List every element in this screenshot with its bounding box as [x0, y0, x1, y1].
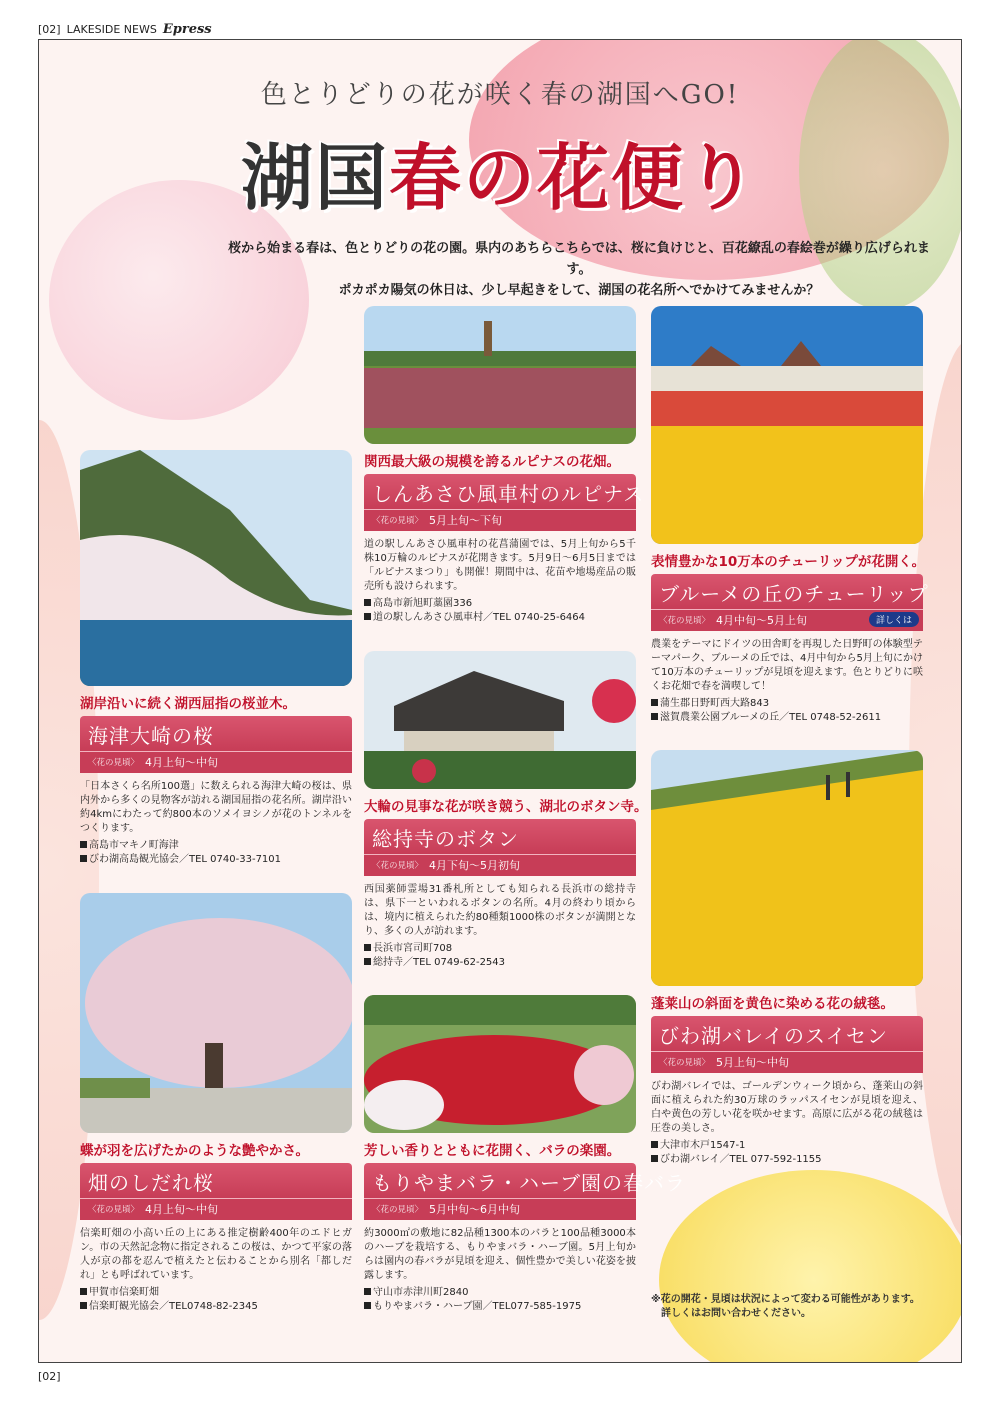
card-title: 海津大崎の桜	[80, 716, 352, 751]
season-period: 4月上旬〜中旬	[145, 1203, 219, 1216]
square-bullet-icon	[80, 841, 87, 848]
card-season	[364, 1198, 636, 1220]
card-info	[80, 839, 352, 867]
card-address: 長浜市宮司町708	[364, 942, 636, 956]
card-title: 総持寺のボタン	[364, 819, 636, 854]
card-info	[364, 942, 636, 970]
card-catch: 湖岸沿いに続く湖西屈指の桜並木。	[80, 696, 296, 712]
square-bullet-icon	[651, 699, 658, 706]
card-address: 高島市新旭町藁園336	[364, 597, 636, 611]
card-info	[80, 1286, 352, 1314]
season-period: 4月中旬〜5月上旬	[716, 614, 808, 627]
photo-lupinus-field	[364, 306, 636, 444]
square-bullet-icon	[80, 1302, 87, 1309]
season-tag: 〈花の見頃〉	[372, 861, 424, 871]
page-frame	[38, 39, 962, 1363]
card-catch: 蓬莱山の斜面を黄色に染める花の絨毯。	[651, 996, 894, 1012]
card-address: 守山市赤津川町2840	[364, 1286, 636, 1300]
card-address: 大津市木戸1547-1	[651, 1139, 923, 1153]
season-period: 5月上旬〜下旬	[429, 514, 503, 527]
page-header	[38, 22, 212, 37]
card-contact: 総持寺／TEL 0749-62-2543	[364, 956, 636, 970]
photo-hata-weeping-cherry	[80, 893, 352, 1133]
square-bullet-icon	[364, 1302, 371, 1309]
note-line1: ※花の開花・見頃は状況によって変わる可能性があります。	[651, 1294, 920, 1305]
card-catch: 大輪の見事な花が咲き競う、湖北のボタン寺。	[364, 799, 648, 815]
card-contact: もりやまバラ・ハーブ園／TEL077-585-1975	[364, 1300, 636, 1314]
card-season	[80, 751, 352, 773]
square-bullet-icon	[364, 613, 371, 620]
card-info	[651, 697, 923, 725]
card-info	[364, 1286, 636, 1314]
card-info	[651, 1139, 923, 1167]
card-description: 「日本さくら名所100選」に数えられる海津大崎の桜は、県内外から多くの見物客が訪れる湖国屈指の花名所。湖岸沿い約4kmにわたって約800本のソメイヨシノが花のトンネルをつくります。	[80, 781, 352, 834]
intro-line2: ポカポカ陽気の休日は、少し早起きをして、湖国の花名所へでかけてみませんか？	[338, 283, 820, 298]
season-tag: 〈花の見頃〉	[372, 1205, 424, 1215]
spot-card-hata	[80, 893, 352, 1314]
spot-card-blume	[651, 306, 929, 725]
card-catch: 芳しい香りとともに花開く、バラの楽園。	[364, 1143, 621, 1159]
card-address: 蒲生郡日野町西大路843	[651, 697, 923, 711]
daffodil-decoration	[659, 1170, 962, 1363]
photo-rose-garden	[364, 995, 636, 1133]
square-bullet-icon	[651, 713, 658, 720]
card-description: 約3000㎡の敷地に82品種1300本のバラと100品種3000本のハーブを栽培する、もりやまバラ・ハーブ園。5月上旬からは園内の春バラが見頃を迎え、個性豊かで美しい花姿を披露します。	[364, 1228, 636, 1281]
card-description: 農業をテーマにドイツの田舎町を再現した日野町の体験型テーマパーク、ブルーメの丘では、4月中旬から5月上旬にかけて10万本のチューリップが見頃を迎えます。色とりどりに咲くお花畑で春を満喫して！	[651, 639, 923, 692]
card-description: 信楽町畑の小高い丘の上にある推定樹齢400年のエドヒガン。市の天然記念物に指定されるこの桜は、かつて平家の落人が京の都を忍んで植えたと伝わることから別名「都しだれ」とも呼ばれています。	[80, 1228, 352, 1281]
square-bullet-icon	[364, 1288, 371, 1295]
spot-card-biwako-valley	[651, 750, 923, 1167]
card-title: しんあさひ風車村のルピナス	[364, 474, 636, 509]
card-contact: びわ湖高島観光協会／TEL 0740-33-7101	[80, 853, 352, 867]
title-part1: 湖国	[240, 135, 389, 220]
photo-sojiji-peony	[364, 651, 636, 789]
season-tag: 〈花の見頃〉	[659, 616, 711, 626]
card-contact: 滋賀農業公園ブルーメの丘／TEL 0748-52-2611	[651, 711, 923, 725]
card-season	[80, 1198, 352, 1220]
card-contact: 信楽町観光協会／TEL0748-82-2345	[80, 1300, 352, 1314]
square-bullet-icon	[364, 599, 371, 606]
card-description: びわ湖バレイでは、ゴールデンウィーク頃から、蓬莱山の斜面に植えられた約30万球のラッパスイセンが見頃を迎え、白や黄色の芳しい花を咲かせます。高原に広がる花の絨毯は圧巻の美しさ。	[651, 1081, 923, 1134]
square-bullet-icon	[651, 1141, 658, 1148]
square-bullet-icon	[364, 958, 371, 965]
season-tag: 〈花の見頃〉	[372, 516, 424, 526]
square-bullet-icon	[364, 944, 371, 951]
note-line2: 詳しくはお問い合わせください。	[661, 1308, 811, 1319]
square-bullet-icon	[80, 855, 87, 862]
intro-text	[219, 238, 939, 301]
card-season	[651, 1051, 923, 1073]
section-name: LAKESIDE NEWS	[66, 23, 157, 36]
card-address: 甲賀市信楽町畑	[80, 1286, 352, 1300]
season-tag: 〈花の見頃〉	[659, 1058, 711, 1068]
disclaimer-note	[651, 1293, 951, 1321]
more-info-button[interactable]: 詳しくは	[869, 612, 919, 627]
card-season	[364, 509, 636, 531]
page-title	[39, 120, 961, 224]
square-bullet-icon	[651, 1155, 658, 1162]
photo-tulip-field	[651, 306, 923, 544]
footer-page-number: [02]	[38, 1370, 61, 1383]
photo-kaizu-cherry	[80, 450, 352, 686]
spot-card-shinasahi	[364, 306, 645, 625]
brand-logo: Epress	[162, 22, 212, 37]
card-description: 西国薬師霊場31番札所としても知られる長浜市の総持寺は、県下一といわれるボタンの名所。4月の終わり頃からは、境内に植えられた約80種類1000株のボタンが満開となり、多くの人が訪れます。	[364, 884, 636, 937]
card-contact: びわ湖バレイ／TEL 077-592-1155	[651, 1153, 923, 1167]
card-season	[364, 854, 636, 876]
card-contact: 道の駅しんあさひ風車村／TEL 0740-25-6464	[364, 611, 636, 625]
card-description: 道の駅しんあさひ風車村の花菖蒲園では、5月上旬から5千株10万輪のルピナスが花開きます。5月9日〜6月5日までは「ルピナスまつり」も開催！期間中は、花苗や地場産品の販売所も設けられます。	[364, 539, 636, 592]
spot-card-moriyama	[364, 995, 686, 1314]
square-bullet-icon	[80, 1288, 87, 1295]
season-tag: 〈花の見頃〉	[88, 758, 140, 768]
spot-card-kaizu	[80, 450, 352, 867]
card-title: 畑のしだれ桜	[80, 1163, 352, 1198]
card-address: 高島市マキノ町海津	[80, 839, 352, 853]
card-catch: 蝶が羽を広げたかのような艶やかさ。	[80, 1143, 309, 1159]
card-info	[364, 597, 636, 625]
title-part2: 春の花便り	[389, 135, 760, 220]
card-title: もりやまバラ・ハーブ園の春バラ	[364, 1163, 636, 1198]
season-tag: 〈花の見頃〉	[88, 1205, 140, 1215]
intro-line1: 桜から始まる春は、色とりどりの花の園。県内のあちらこちらでは、桜に負けじと、百花繚乱の春絵巻が繰り広げられます。	[228, 241, 930, 277]
season-period: 5月中旬〜6月中旬	[429, 1203, 521, 1216]
card-season	[651, 609, 923, 631]
card-catch: 関西最大級の規模を誇るルピナスの花畑。	[364, 454, 620, 470]
photo-daffodil-slope	[651, 750, 923, 986]
season-period: 5月上旬〜中旬	[716, 1056, 790, 1069]
season-period: 4月上旬〜中旬	[145, 756, 219, 769]
season-period: 4月下旬〜5月初旬	[429, 859, 521, 872]
card-title: びわ湖バレイのスイセン	[651, 1016, 923, 1051]
spot-card-sojiji	[364, 651, 648, 970]
page-subtitle: 色とりどりの花が咲く春の湖国へGO!	[260, 80, 740, 110]
card-catch: 表情豊かな10万本のチューリップが花開く。	[651, 554, 926, 570]
card-title: ブルーメの丘のチューリップ	[651, 574, 923, 609]
page-number: [02]	[38, 23, 61, 36]
